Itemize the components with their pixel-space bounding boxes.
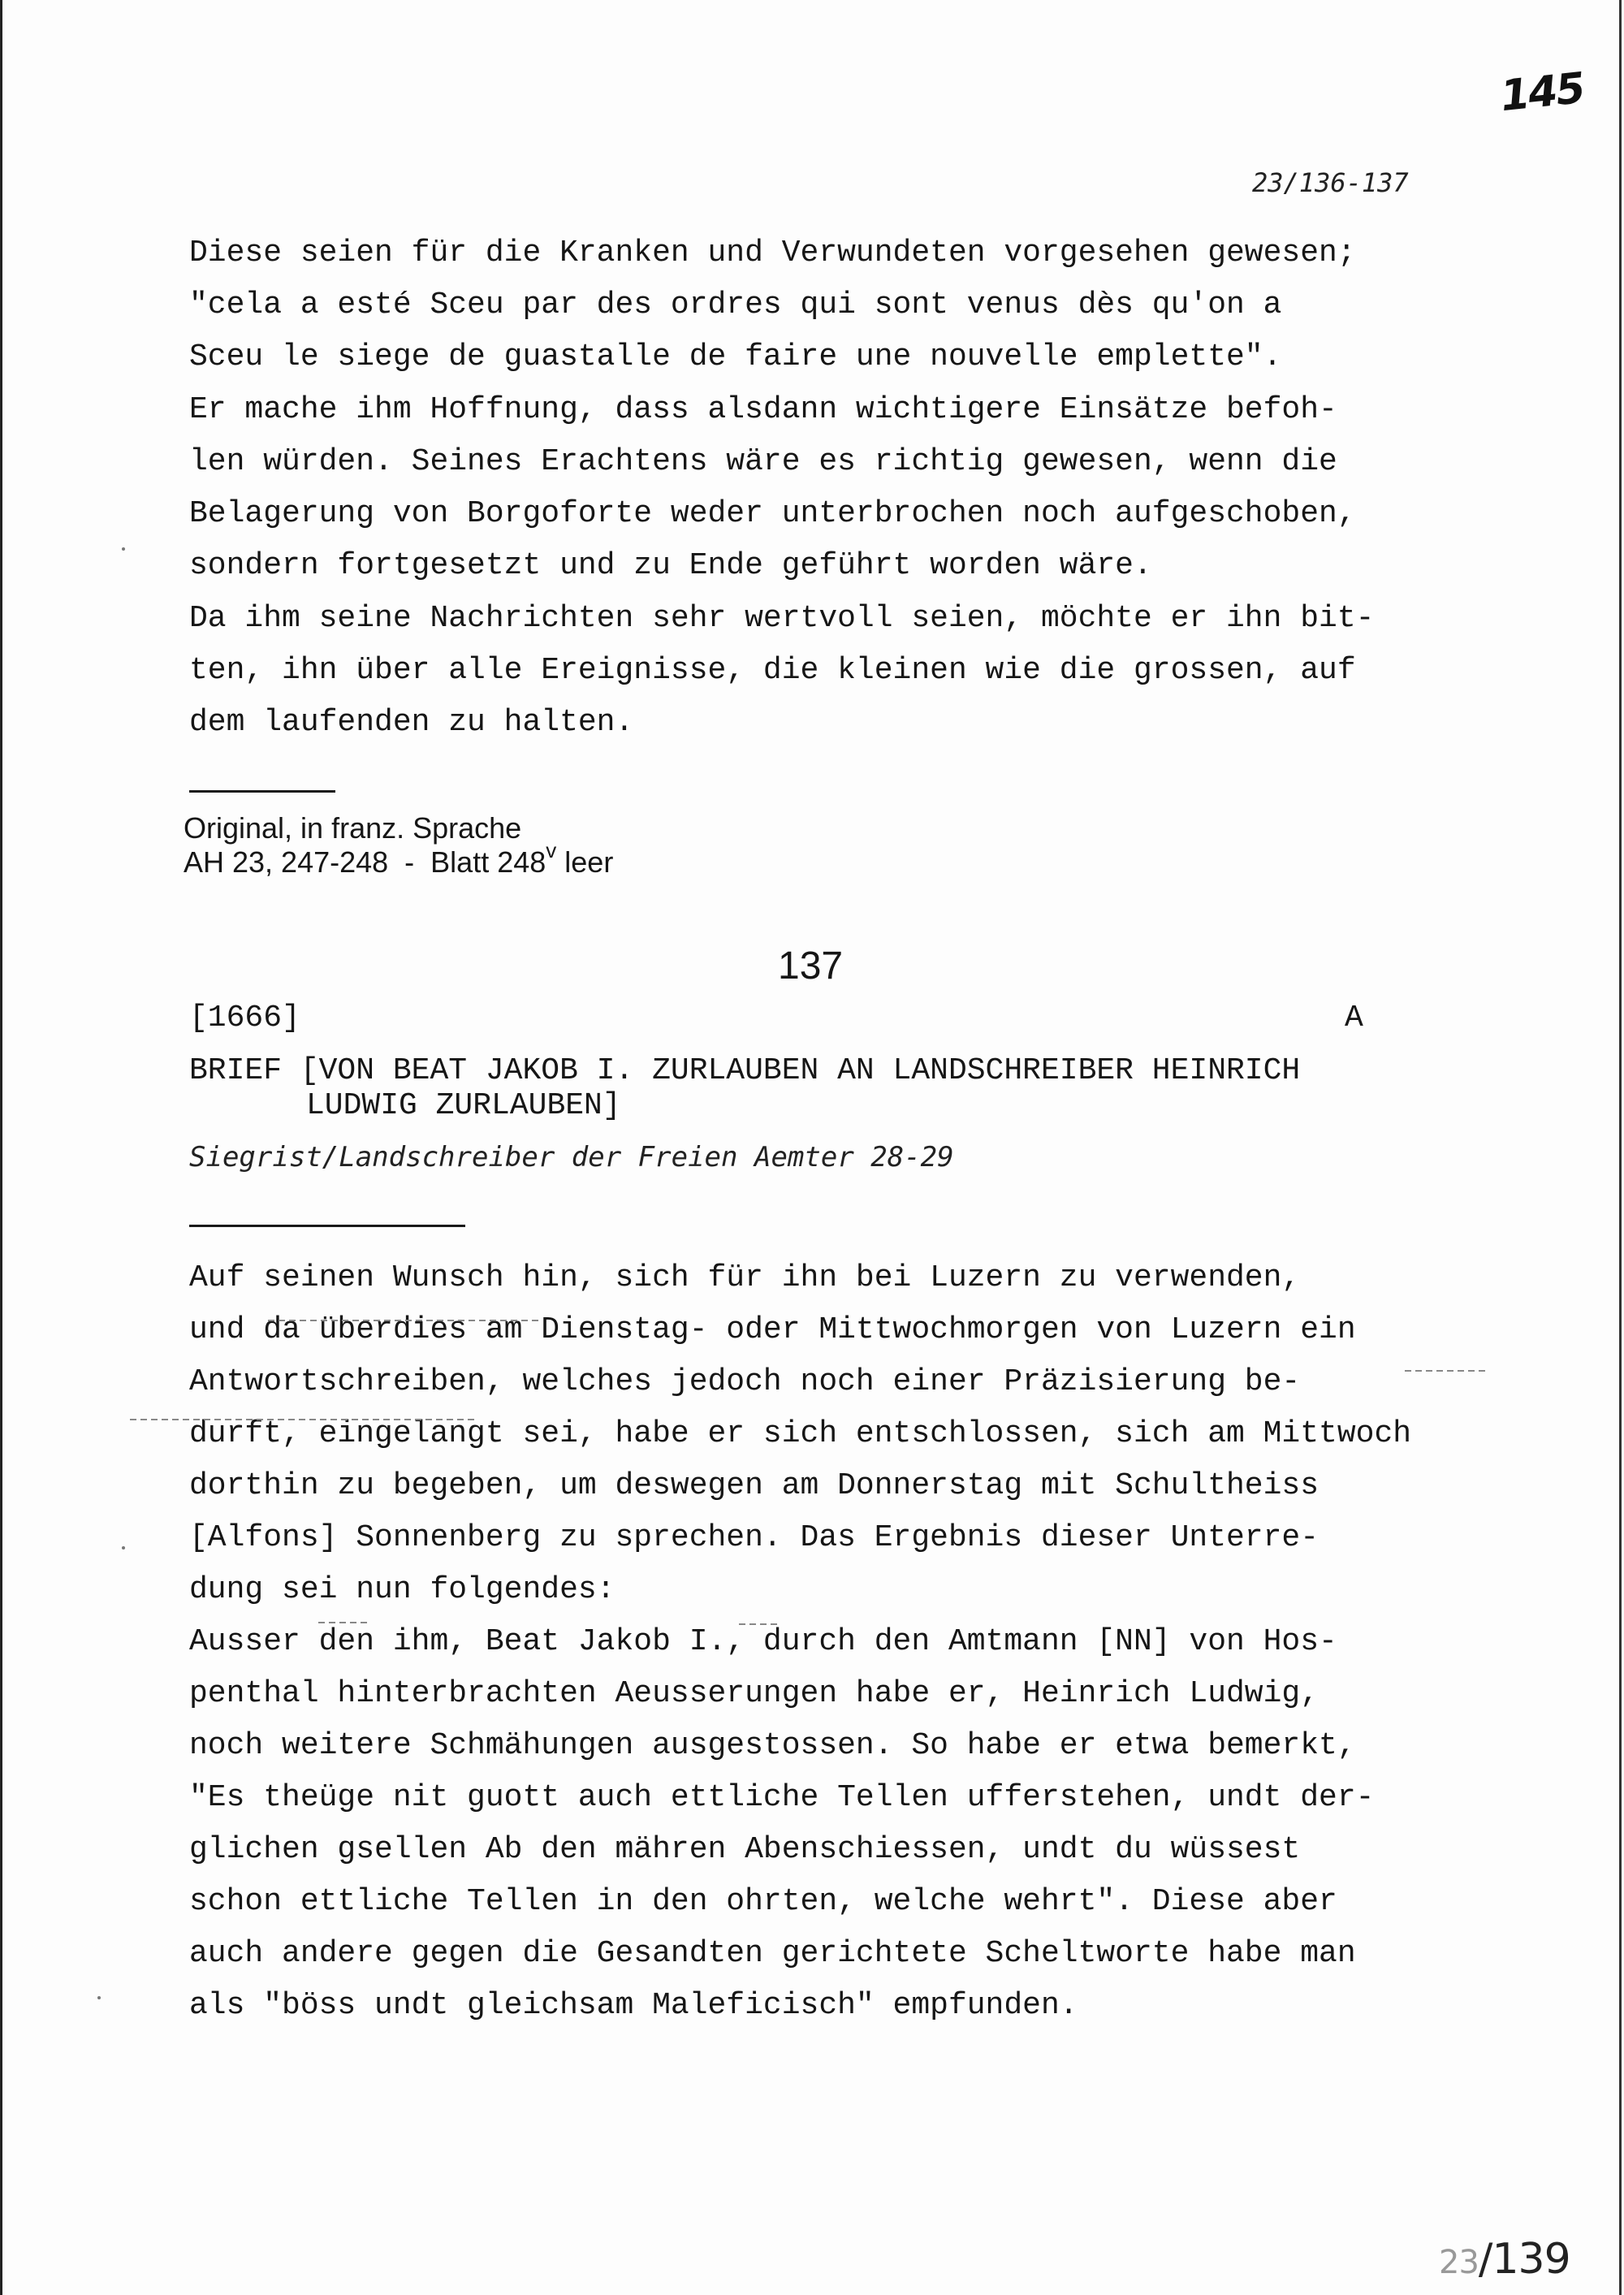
continuation-line: ten, ihn über alle Ereignisse, die kleinen wie die grossen, auf	[189, 653, 1356, 688]
body-line: Auf seinen Wunsch hin, sich für ihn bei Luzern zu verwenden,	[189, 1260, 1301, 1295]
document-citation: Siegrist/Landschreiber der Freien Aemter 28-29	[189, 1141, 954, 1173]
archive-reference-main: 139	[1492, 2235, 1570, 2284]
document-title-line-2: LUDWIG ZURLAUBEN]	[306, 1088, 621, 1123]
body-line: dorthin zu begeben, um deswegen am Donnerstag mit Schultheiss	[189, 1468, 1320, 1503]
body-line: auch andere gegen die Gesandten gerichtete Scheltworte habe man	[189, 1936, 1356, 1971]
continuation-line: Sceu le siege de guastalle de faire une nouvelle emplette".	[189, 339, 1282, 374]
body-line: als "böss undt gleichsam Maleficisch" empfunden.	[189, 1988, 1078, 2023]
continuation-line: len würden. Seines Erachtens wäre es richtig gewesen, wenn die	[189, 444, 1337, 479]
document-number: 137	[778, 944, 844, 988]
source-note-text: AH 23, 247-248 - Blatt 248	[184, 845, 546, 879]
handwritten-page-number: 145	[1498, 63, 1587, 122]
body-line: "Es theüge nit guott auch ettliche Tellen ufferstehen, undt der-	[189, 1780, 1375, 1815]
body-line: durft, eingelangt sei, habe er sich entschlossen, sich am Mittwoch	[189, 1416, 1412, 1451]
continuation-line: Belagerung von Borgoforte weder unterbrochen noch aufgeschoben,	[189, 496, 1356, 531]
body-line: Antwortschreiben, welches jedoch noch einer Präzisierung be-	[189, 1364, 1301, 1399]
document-date: [1666]	[189, 1001, 300, 1035]
body-line: glichen gsellen Ab den mähren Abenschiessen, undt du wüssest	[189, 1832, 1301, 1867]
continuation-line: "cela a esté Sceu par des ordres qui sont venus dès qu'on a	[189, 287, 1282, 322]
source-note-line-1: Original, in franz. Sprache	[184, 811, 522, 845]
source-note-superscript: v	[546, 838, 557, 862]
continuation-line: sondern fortgesetzt und zu Ende geführt worden wäre.	[189, 548, 1152, 583]
document-marker: A	[1345, 1001, 1363, 1035]
archive-reference-faint: 23	[1439, 2244, 1479, 2281]
reference-number: 23/136-137	[1252, 167, 1409, 198]
continuation-line: Er mache ihm Hoffnung, dass alsdann wichtigere Einsätze befoh-	[189, 392, 1337, 427]
continuation-line: Diese seien für die Kranken und Verwundeten vorgesehen gewesen;	[189, 236, 1356, 270]
continuation-line: Da ihm seine Nachrichten sehr wertvoll seien, möchte er ihn bit-	[189, 601, 1375, 636]
source-note-suffix: leer	[556, 845, 614, 879]
body-line: penthal hinterbrachten Aeusserungen habe er, Heinrich Ludwig,	[189, 1676, 1320, 1711]
archive-reference	[1439, 2235, 1570, 2284]
body-line: schon ettliche Tellen in den ohrten, welche wehrt". Diese aber	[189, 1884, 1337, 1919]
body-line: dung sei nun folgendes:	[189, 1572, 615, 1607]
body-line: noch weitere Schmähungen ausgestossen. So habe er etwa bemerkt,	[189, 1728, 1356, 1763]
document-title-line-1: BRIEF [VON BEAT JAKOB I. ZURLAUBEN AN LANDSCHREIBER HEINRICH	[189, 1053, 1301, 1088]
body-line: [Alfons] Sonnenberg zu sprechen. Das Ergebnis dieser Unterre-	[189, 1520, 1320, 1555]
body-line: Ausser den ihm, Beat Jakob I., durch den Amtmann [NN] von Hos-	[189, 1624, 1337, 1659]
continuation-line: dem laufenden zu halten.	[189, 705, 634, 740]
body-line: und da überdies am Dienstag- oder Mittwochmorgen von Luzern ein	[189, 1312, 1356, 1347]
archive-reference-separator: /	[1478, 2235, 1492, 2284]
